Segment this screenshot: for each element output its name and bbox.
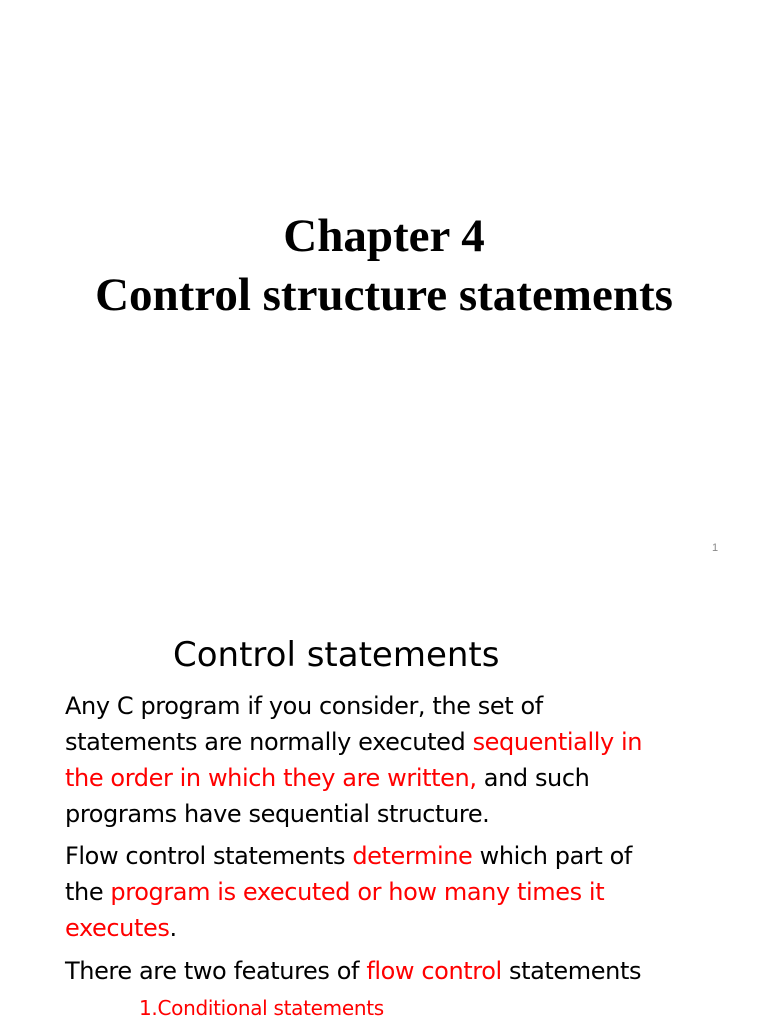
para-line bbox=[65, 838, 705, 874]
paragraph-sequential bbox=[65, 688, 705, 832]
list-item-conditional: 1.Conditional statements bbox=[139, 996, 384, 1020]
text-run: There are two features of bbox=[65, 957, 367, 985]
highlight-text: flow control bbox=[366, 957, 502, 985]
text-run: statements are normally executed bbox=[65, 728, 473, 756]
text-run: statements bbox=[501, 957, 642, 985]
chapter-title: Chapter 4 bbox=[283, 210, 485, 262]
text-run: Flow control statements bbox=[65, 842, 353, 870]
highlight-text: sequentially in bbox=[472, 728, 643, 756]
highlight-text: determine bbox=[352, 842, 473, 870]
text-run: programs have sequential structure. bbox=[65, 800, 490, 828]
para-line bbox=[65, 874, 705, 910]
para-line bbox=[65, 910, 705, 946]
highlight-text: the order in which they are written, bbox=[65, 764, 477, 792]
text-run: the bbox=[65, 878, 111, 906]
para-line bbox=[65, 760, 705, 796]
paragraph-features bbox=[65, 953, 705, 989]
para-line bbox=[65, 724, 705, 760]
para-line bbox=[65, 796, 705, 832]
slide-2 bbox=[0, 576, 768, 1024]
chapter-subtitle: Control structure statements bbox=[95, 269, 673, 321]
para-line bbox=[65, 688, 705, 724]
text-run: and such bbox=[476, 764, 590, 792]
section-heading: Control statements bbox=[173, 635, 500, 675]
highlight-text: executes bbox=[65, 914, 170, 942]
para-line bbox=[65, 953, 705, 989]
highlight-text: program is executed or how many times it bbox=[110, 878, 605, 906]
text-run: which part of bbox=[472, 842, 632, 870]
text-run: . bbox=[169, 914, 177, 942]
slide-title bbox=[0, 207, 768, 325]
page-number: 1 bbox=[712, 542, 719, 554]
text-run: Any C program if you consider, the set of bbox=[65, 692, 543, 720]
paragraph-flow-control bbox=[65, 838, 705, 946]
